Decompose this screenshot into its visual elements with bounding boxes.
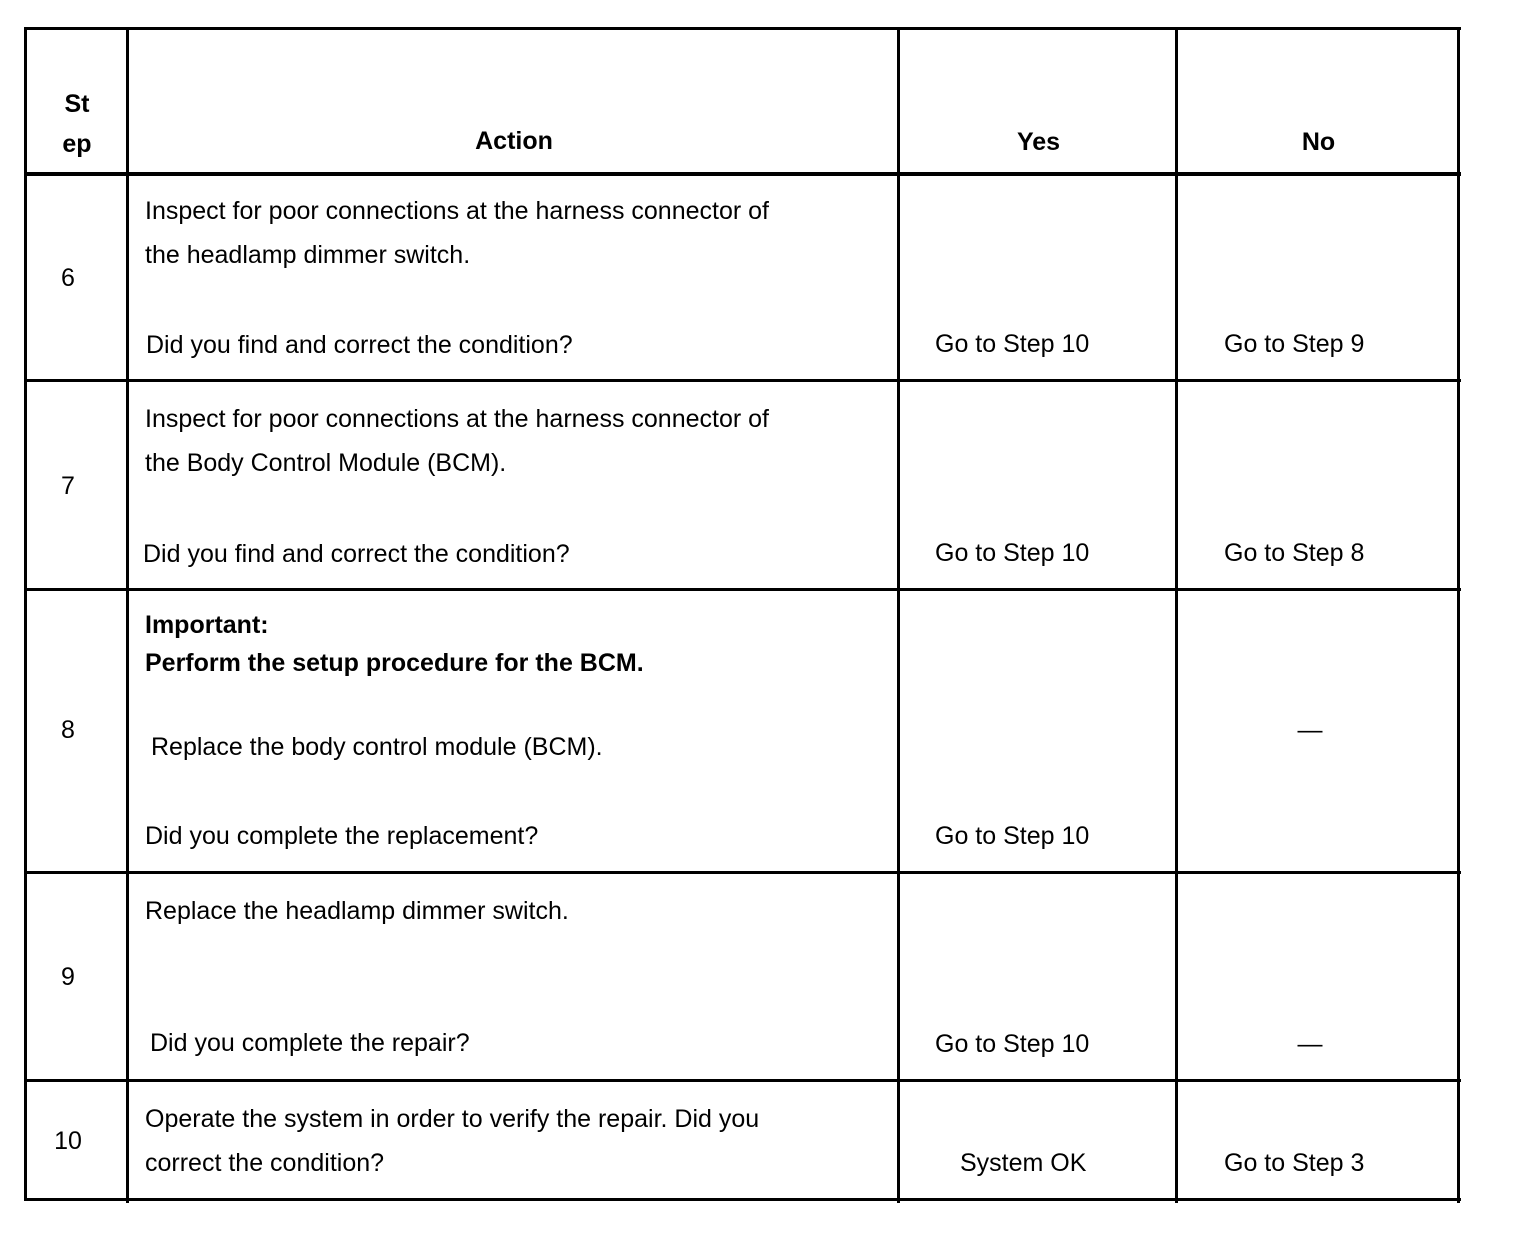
action-text: the headlamp dimmer switch. <box>145 241 471 269</box>
question-text: Did you complete the repair? <box>150 1029 470 1057</box>
table-bottom-border <box>24 1198 1461 1201</box>
yes-result: Go to Step 10 <box>935 539 1090 567</box>
column-divider <box>1175 27 1178 1203</box>
no-result: — <box>1297 716 1323 744</box>
header-bottom-border <box>24 172 1461 176</box>
row-divider <box>24 1079 1461 1082</box>
action-text: correct the condition? <box>145 1149 385 1177</box>
action-text: Operate the system in order to verify the repair. Did you <box>145 1105 760 1133</box>
header-step-line1: St <box>64 90 90 118</box>
row-divider <box>24 588 1461 591</box>
table-top-border <box>24 27 1461 30</box>
action-text: Replace the body control module (BCM). <box>151 733 603 761</box>
question-text: Did you find and correct the condition? <box>143 540 570 568</box>
no-result: Go to Step 8 <box>1224 539 1365 567</box>
action-text: the Body Control Module (BCM). <box>145 449 507 477</box>
no-result: — <box>1297 1030 1323 1058</box>
action-text: Inspect for poor connections at the harness connector of <box>145 197 769 225</box>
header-action: Action <box>475 127 553 155</box>
step-number: 6 <box>61 264 75 292</box>
column-divider <box>897 27 900 1203</box>
header-step-line2: ep <box>62 130 92 158</box>
header-no: No <box>1301 128 1336 156</box>
yes-result: Go to Step 10 <box>935 822 1090 850</box>
column-divider <box>24 27 27 1201</box>
row-divider <box>24 379 1461 382</box>
no-result: Go to Step 3 <box>1224 1149 1365 1177</box>
column-divider <box>1457 27 1460 1203</box>
step-number: 7 <box>61 472 75 500</box>
important-text: Perform the setup procedure for the BCM. <box>145 649 644 677</box>
important-label: Important: <box>145 611 269 639</box>
header-step <box>28 84 126 164</box>
no-result: Go to Step 9 <box>1224 330 1365 358</box>
step-number: 8 <box>61 716 75 744</box>
header-yes: Yes <box>1016 128 1061 156</box>
yes-result: System OK <box>960 1149 1087 1177</box>
question-text: Did you complete the replacement? <box>145 822 539 850</box>
step-number: 9 <box>61 963 75 991</box>
action-text: Replace the headlamp dimmer switch. <box>145 897 569 925</box>
action-text: Inspect for poor connections at the harness connector of <box>145 405 769 433</box>
column-divider <box>126 27 129 1203</box>
row-divider <box>24 871 1461 874</box>
yes-result: Go to Step 10 <box>935 1030 1090 1058</box>
question-text: Did you find and correct the condition? <box>146 331 573 359</box>
step-number: 10 <box>54 1127 82 1155</box>
yes-result: Go to Step 10 <box>935 330 1090 358</box>
